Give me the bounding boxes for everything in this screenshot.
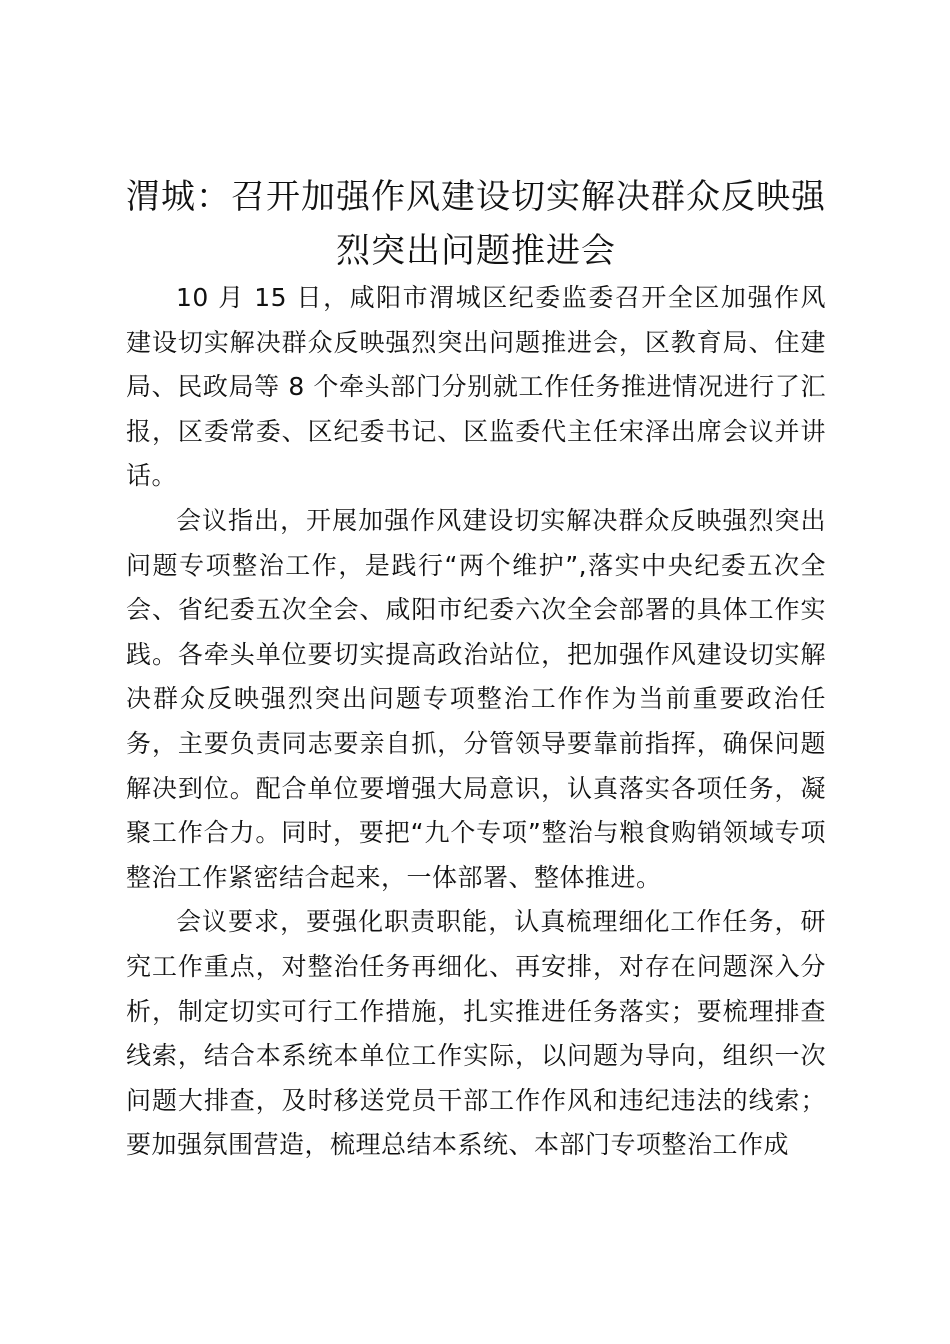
document-body	[126, 276, 826, 1168]
paragraph-2: 会议指出，开展加强作风建设切实解决群众反映强烈突出问题专项整治工作，是践行“两个维护”,落实中央纪委五次全会、省纪委五次全会、咸阳市纪委六次全会部署的具体工作实践。各牵头单位要切实提高政治站位，把加强作风建设切实解决群众反映强烈突出问题专项整治工作作为当前重要政治任务，主要负责同志要亲自抓，分管领导要靠前指挥，确保问题解决到位。配合单位要增强大局意识，认真落实各项任务，凝聚工作合力。同时，要把“九个专项”整治与粮食购销领域专项整治工作紧密结合起来，一体部署、整体推进。	[126, 505, 826, 892]
paragraph-3: 会议要求，要强化职责职能，认真梳理细化工作任务，研究工作重点，对整治任务再细化、再安排，对存在问题深入分析，制定切实可行工作措施，扎实推进任务落实；要梳理排查线索，结合本系统本单位工作实际，以问题为导向，组织一次问题大排查，及时移送党员干部工作作风和违纪违法的线索；要加强氛围营造，梳理总结本系统、本部门专项整治工作成	[126, 907, 826, 1160]
paragraph-1: 10 月 15 日，咸阳市渭城区纪委监委召开全区加强作风建设切实解决群众反映强烈突出问题推进会，区教育局、住建局、民政局等 8 个牵头部门分别就工作任务推进情况进行了汇报，区委常委、区纪委书记、区监委代主任宋泽出席会议并讲话。	[126, 283, 826, 491]
document-title: 渭城：召开加强作风建设切实解决群众反映强烈突出问题推进会	[126, 177, 826, 271]
